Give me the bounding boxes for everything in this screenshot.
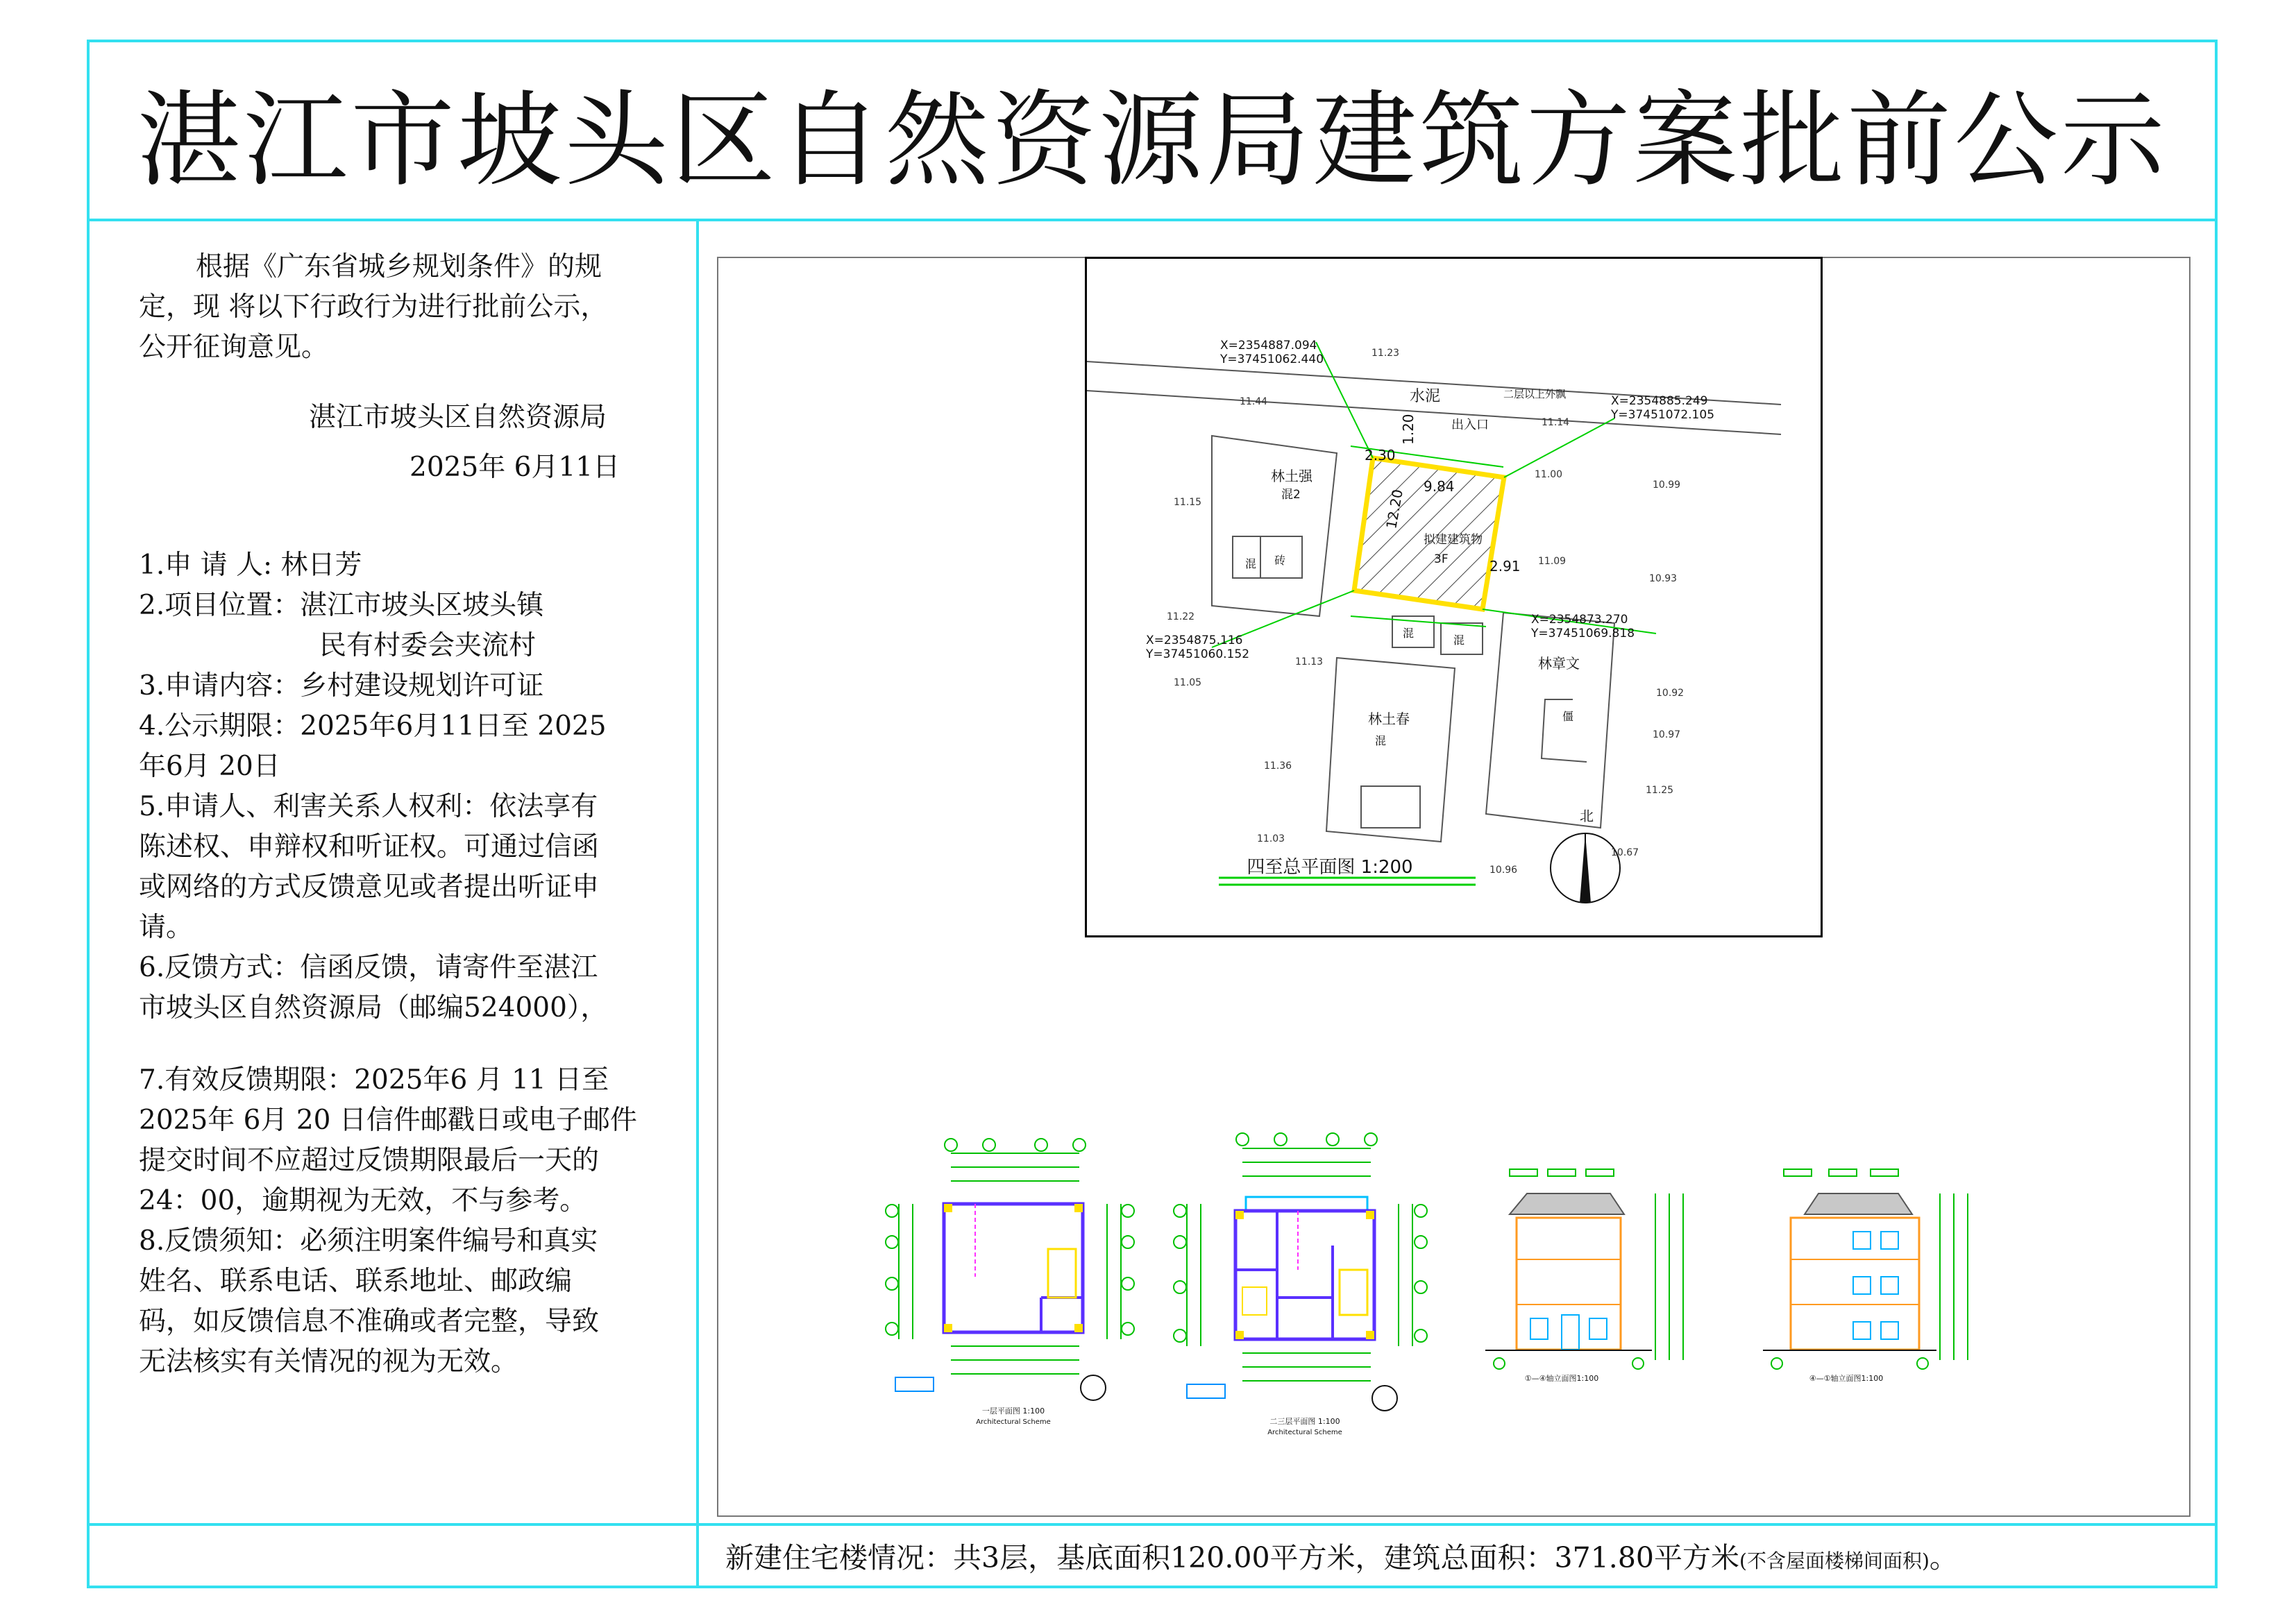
floor-plan-1-subtitle: Architectural Scheme	[976, 1418, 1051, 1426]
material-hun-1: 混	[1245, 557, 1257, 570]
column-divider	[696, 219, 699, 1588]
period-line-1: 4.公示期限：2025年6月11日至 2025	[139, 711, 607, 742]
elev-point: 10.93	[1649, 573, 1678, 584]
footer-end: 。	[1929, 1541, 1958, 1574]
rights-line-3: 或网络的方式反馈意见或者提出听证申	[139, 872, 600, 903]
elev-point: 11.23	[1371, 348, 1400, 359]
road-label: 水泥	[1410, 388, 1441, 405]
notice-line-2: 姓名、联系电话、联系地址、邮政编	[139, 1266, 573, 1297]
agency-name: 湛江市坡头区自然资源局	[309, 402, 607, 433]
elev-point: 11.15	[1174, 497, 1202, 508]
dim-2-30: 2.30	[1365, 447, 1396, 464]
intro-line-1: 根据《广东省城乡规划条件》的规	[196, 251, 602, 282]
neighbor-1-label: 林土强	[1271, 468, 1312, 484]
rights-line-2: 陈述权、申辩权和听证权。可通过信函	[139, 831, 600, 863]
notice-line-3: 码，如反馈信息不准确或者完整，导致	[139, 1306, 600, 1337]
neighbor-building-2	[1326, 658, 1455, 842]
dim-2-91: 2.91	[1489, 558, 1521, 575]
title-divider	[87, 219, 2218, 221]
notice-line-4: 无法核实有关情况的视为无效。	[139, 1346, 518, 1377]
entrance-label: 出入口	[1451, 418, 1489, 432]
material-shan: 僵	[1562, 710, 1574, 723]
site-plan-caption: 四至总平面图 1:200	[1247, 857, 1413, 878]
material-hun-4: 混	[1453, 634, 1465, 647]
coord-3-x: X=2354873.270	[1531, 613, 1628, 627]
floors-label: 3F	[1434, 552, 1449, 566]
neighbor-building-3	[1486, 613, 1614, 828]
deadline-line-3: 提交时间不应超过反馈期限最后一天的	[139, 1145, 600, 1176]
intro-line-3: 公开征询意见。	[139, 332, 329, 363]
footer-note: (不含屋面楼梯间面积)	[1739, 1549, 1930, 1572]
coord-3-y: Y=37451069.818	[1531, 627, 1635, 640]
elev-point: 10.97	[1653, 729, 1681, 740]
floor-plan-2-title: 二三层平面图 1:100	[1269, 1417, 1340, 1426]
footer-divider	[87, 1523, 2218, 1526]
elev-point: 11.25	[1646, 785, 1674, 796]
elevation-2-title: ④—①轴立面图1:100	[1809, 1374, 1884, 1383]
elev-point: 11.00	[1535, 469, 1563, 480]
elev-point: 10.67	[1611, 847, 1639, 858]
north-label: 北	[1580, 808, 1594, 824]
elev-point: 11.09	[1538, 556, 1567, 567]
location-line-2: 民有村委会夹流村	[319, 630, 537, 661]
elev-point: 11.03	[1257, 833, 1285, 844]
page-title: 湛江市坡头区自然资源局建筑方案批前公示	[136, 80, 2168, 201]
coord-1-x: X=2354887.094	[1220, 339, 1317, 352]
feedback-line-2: 市坡头区自然资源局（邮编524000），	[139, 992, 608, 1023]
feedback-line-1: 6.反馈方式：信函反馈，请寄件至湛江	[139, 952, 598, 983]
applicant: 1.申 请 人: 林日芳	[139, 550, 362, 581]
site-plan	[1085, 257, 1823, 937]
material-hun-3: 混	[1403, 627, 1415, 640]
rights-line-4: 请。	[139, 912, 194, 943]
notice-date: 2025年 6月11日	[410, 452, 621, 483]
neighbor-1-sub: 混2	[1281, 488, 1301, 502]
new-building-label: 拟建建筑物	[1424, 533, 1483, 547]
elev-point: 11.13	[1295, 656, 1324, 668]
notice-line-1: 8.反馈须知：必须注明案件编号和真实	[139, 1225, 598, 1257]
footer-main: 新建住宅楼情况：共3层，基底面积120.00平方米，建筑总面积：371.80平方米	[725, 1541, 1740, 1574]
elev-point: 11.44	[1240, 396, 1268, 407]
elev-point: 11.36	[1264, 760, 1292, 772]
elev-point: 11.22	[1167, 611, 1195, 622]
deadline-line-2: 2025年 6月 20 日信件邮戳日或电子邮件	[139, 1105, 637, 1136]
location-line-1: 2.项目位置：湛江市坡头区坡头镇	[139, 590, 544, 621]
elev-point: 10.99	[1653, 479, 1681, 491]
coord-1-y: Y=37451062.440	[1220, 352, 1324, 366]
deadline-line-4: 24：00，逾期视为无效，不与参考。	[139, 1185, 587, 1216]
coord-4-x: X=2354875.116	[1146, 634, 1243, 647]
floor-plan-2-subtitle: Architectural Scheme	[1267, 1429, 1342, 1436]
elevation-1-title: ①—④轴立面图1:100	[1524, 1374, 1599, 1383]
intro-line-2: 定，现 将以下行政行为进行批前公示，	[139, 291, 608, 323]
material-hun-2: 混	[1375, 734, 1387, 747]
dim-1-20: 1.20	[1400, 414, 1417, 445]
elevation-2	[1763, 1166, 1978, 1388]
deadline-line-1: 7.有效反馈期限：2025年6 月 11 日至	[139, 1064, 609, 1096]
coord-2-y: Y=37451072.105	[1611, 408, 1715, 422]
material-zhuan: 砖	[1274, 554, 1286, 567]
floor-plan-2	[1173, 1131, 1430, 1443]
elevation-points	[1167, 348, 1684, 876]
elevation-1	[1485, 1166, 1694, 1388]
dim-9-84: 9.84	[1424, 478, 1455, 495]
elev-point: 11.05	[1174, 677, 1202, 688]
footer-summary	[725, 1535, 1958, 1576]
overhang-label: 二层以上外飘	[1503, 388, 1567, 400]
rights-line-1: 5.申请人、利害关系人权利：依法享有	[139, 791, 598, 822]
site-plan-drawing	[1087, 259, 1821, 935]
floor-plan-1	[885, 1138, 1135, 1436]
application-content: 3.申请内容：乡村建设规划许可证	[139, 670, 544, 702]
north-arrow-icon	[1551, 808, 1620, 903]
coord-2-x: X=2354885.249	[1611, 394, 1708, 408]
floor-plan-1-title: 一层平面图 1:100	[981, 1407, 1045, 1416]
coord-4-y: Y=37451060.152	[1146, 647, 1250, 661]
period-line-2: 年6月 20日	[139, 751, 280, 782]
dim-12-20: 12.20	[1383, 488, 1406, 530]
neighbor-2-label: 林土春	[1368, 711, 1410, 727]
neighbor-building-1	[1212, 436, 1337, 616]
elev-point: 10.96	[1489, 865, 1518, 876]
neighbor-3-label: 林章文	[1538, 655, 1580, 672]
elev-point: 10.92	[1656, 688, 1685, 699]
elev-point: 11.14	[1542, 417, 1570, 428]
